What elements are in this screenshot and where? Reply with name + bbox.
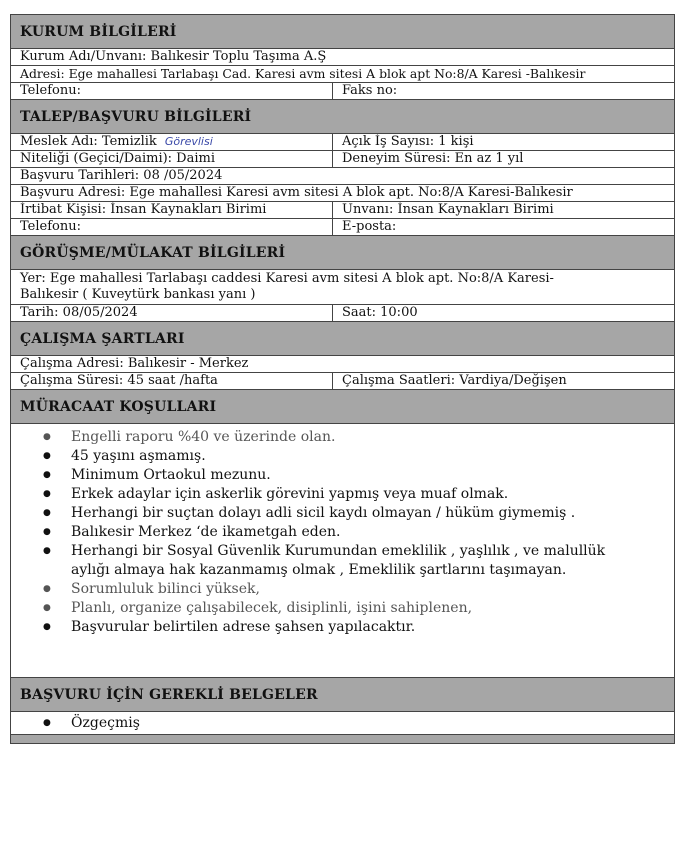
list-item: ● Başvurular belirtilen adrese şahsen yapılacaktır. [11,618,674,637]
section-header-calisma: ÇALIŞMA ŞARTLARI [11,322,674,356]
list-item: ● Balıkesir Merkez ‘de ikametgah eden. [11,523,674,542]
section-header-talep: TALEP/BAŞVURU BİLGİLERİ [11,100,674,134]
kurum-adres: Adresi: Ege mahallesi Tarlabaşı Cad. Karesi avm sitesi A blok apt No:8/A Karesi -Balıkesir [20,66,586,81]
row-irtibat [11,202,674,219]
deneyim-suresi: Deneyim Süresi: En az 1 yıl [342,151,524,166]
gorusme-saat: Saat: 10:00 [342,305,418,320]
acik-is-sayisi: Açık İş Sayısı: 1 kişi [342,134,474,149]
row-gorusme-yer [11,270,674,305]
job-posting-form [10,14,675,744]
unvani: Unvanı: İnsan Kaynakları Birimi [342,202,554,217]
requirements-list [11,424,674,637]
basvuru-adresi: Başvuru Adresi: Ege mahallesi Karesi avm sitesi A blok apt. No:8/A Karesi-Balıkesir [20,185,573,200]
row-kurum-telefon [11,83,674,100]
irtibat-kisisi: İrtibat Kişisi: İnsan Kaynakları Birimi [11,202,333,218]
documents-list [11,712,674,733]
talep-telefon: Telefonu: [11,219,333,235]
row-gorusme-tarih [11,305,674,322]
row-calisma-adres [11,356,674,373]
row-niteligi [11,151,674,168]
gorusme-tarih: Tarih: 08/05/2024 [11,305,333,321]
gorusme-yer [11,270,554,304]
kurum-telefon: Telefonu: [11,83,333,99]
meslek-cell [11,134,333,150]
section-header-kurum: KURUM BİLGİLERİ [11,15,674,49]
list-item: ● Sorumluluk bilinci yüksek, [11,580,674,599]
section-header-gorusme: GÖRÜŞME/MÜLAKAT BİLGİLERİ [11,236,674,270]
row-kurum-ad [11,49,674,66]
niteligi: Niteliği (Geçici/Daimi): Daimi [11,151,333,167]
calisma-suresi: Çalışma Süresi: 45 saat /hafta [11,373,333,389]
meslek-adi: Meslek Adı: Temizlik [20,134,157,149]
section-header-muracaat: MÜRACAAT KOŞULLARI [11,390,674,424]
list-item: ● Engelli raporu %40 ve üzerinde olan. [11,428,674,447]
handwritten-annotation: Görevlisi [164,135,213,148]
gorusme-yer-line2: Balıkesir ( Kuveytürk bankası yanı ) [20,287,256,302]
list-item: ● Erkek adaylar için askerlik görevini yapmış veya muaf olmak. [11,485,674,504]
list-item: ● 45 yaşını aşmamış. [11,447,674,466]
list-item: ● Herhangi bir Sosyal Güvenlik Kurumundan emeklilik , yaşlılık , ve malullük [11,542,674,561]
row-talep-telefon [11,219,674,236]
list-item: ● Planlı, organize çalışabilecek, disiplinli, işini sahiplenen, [11,599,674,618]
kurum-faks: Faks no: [342,83,398,98]
list-item-continuation: aylığı almaya hak kazanmamış olmak , Emeklilik şartlarını taşımayan. [71,562,567,578]
row-meslek [11,134,674,151]
basvuru-tarihleri: Başvuru Tarihleri: 08 /05/2024 [20,168,223,183]
list-item: ● Minimum Ortaokul mezunu. [11,466,674,485]
calisma-adresi: Çalışma Adresi: Balıkesir - Merkez [20,356,249,371]
muracaat-kosullari [11,424,674,678]
list-item: ● Özgeçmiş [11,714,674,733]
gerekli-belgeler [11,712,674,735]
row-basvuru-adresi [11,185,674,202]
bottom-band [11,735,674,743]
section-header-belgeler: BAŞVURU İÇİN GEREKLİ BELGELER [11,678,674,712]
list-item: ● Herhangi bir suçtan dolayı adli sicil kaydı olmayan / hüküm giymemiş . [11,504,674,523]
row-kurum-adres [11,66,674,83]
talep-eposta: E-posta: [342,219,397,234]
calisma-saatleri: Çalışma Saatleri: Vardiya/Değişen [342,373,567,388]
row-calisma-sure [11,373,674,390]
gorusme-yer-line1: Yer: Ege mahallesi Tarlabaşı caddesi Karesi avm sitesi A blok apt. No:8/A Karesi- [20,271,554,286]
kurum-ad: Kurum Adı/Unvanı: Balıkesir Toplu Taşıma A.Ş [20,49,327,64]
row-basvuru-tarihi [11,168,674,185]
